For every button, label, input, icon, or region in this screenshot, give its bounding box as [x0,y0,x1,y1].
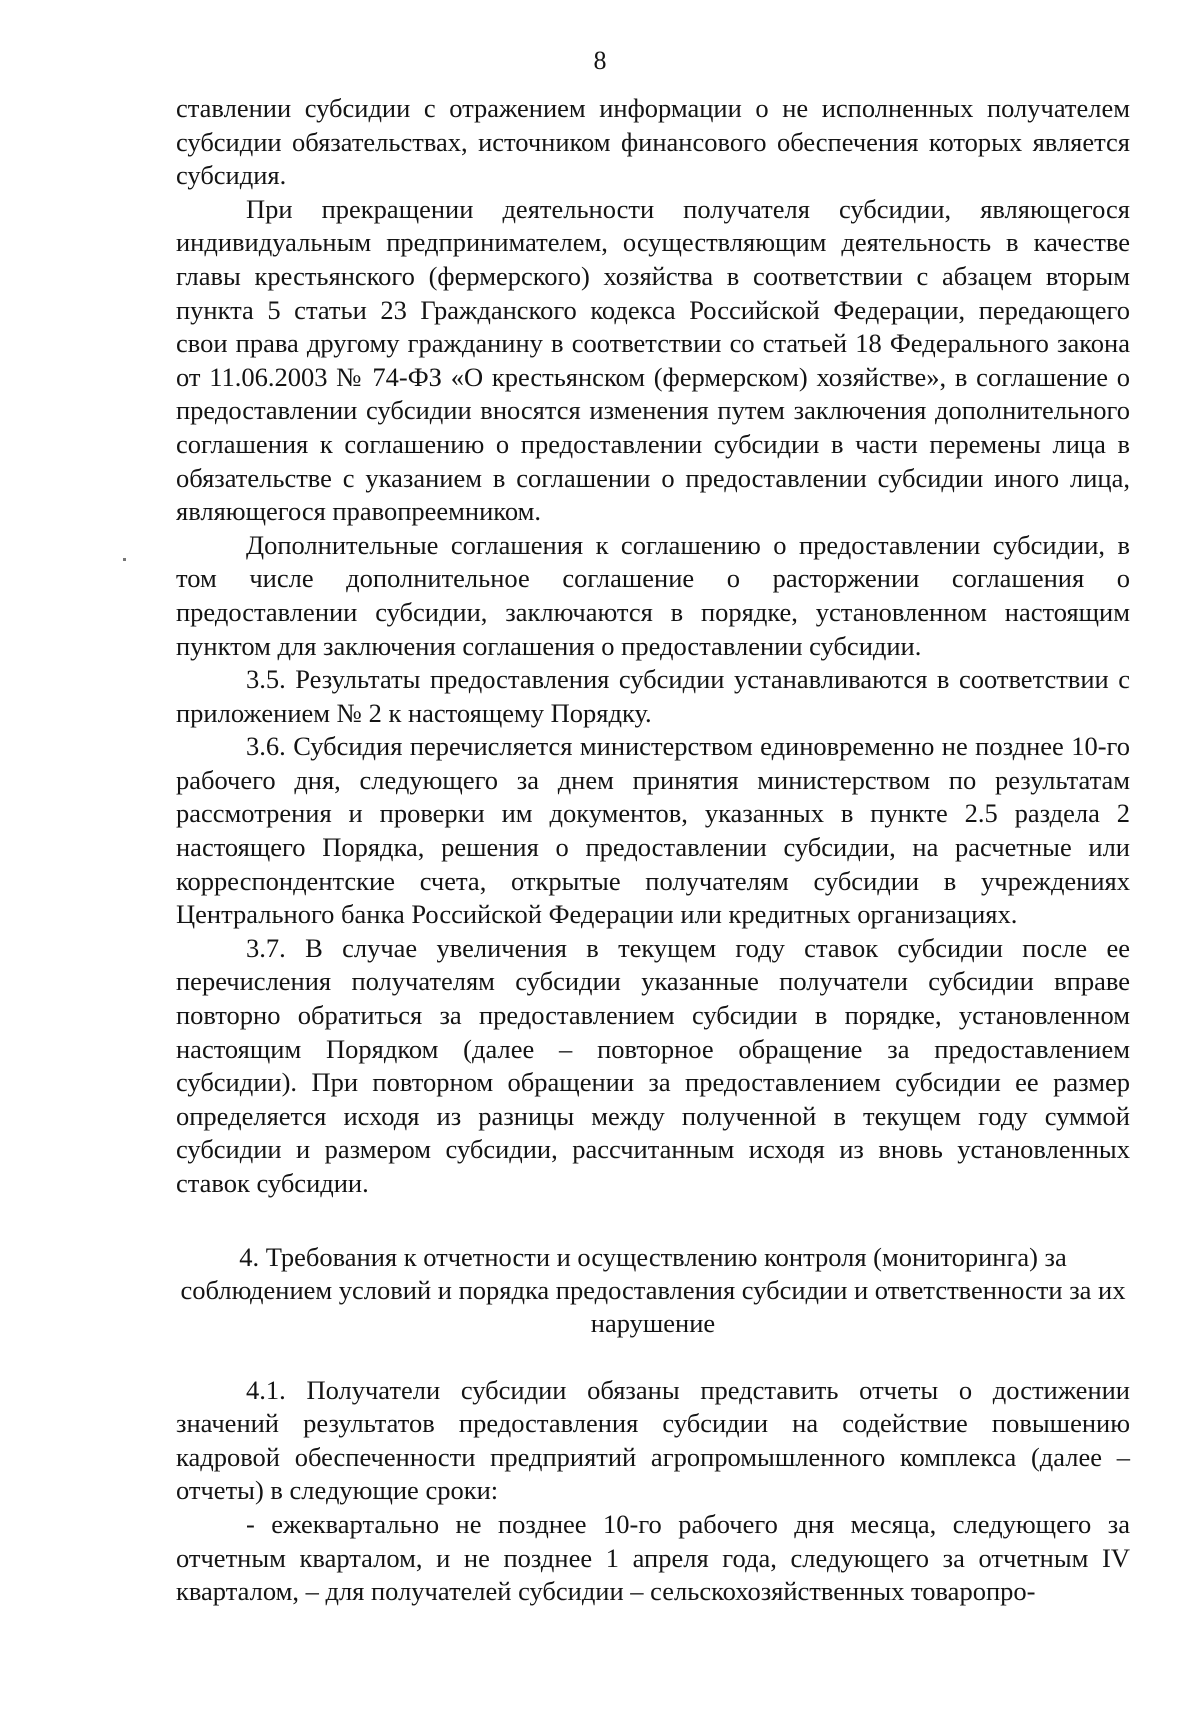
paragraph-4-1: 4.1. Получатели субсидии обязаны представить отчеты о достижении значений результатов предоставления субсидии на содействие повышению кадровой обеспеченности предприятий агропромышленного комплекса (далее – отчеты) в следующие сроки: [176,1374,1130,1506]
paragraph-additional-agreements: Дополнительные соглашения к соглашению о предоставлении субсидии, в том числе дополнительное соглашение о расторжении соглашения о предоставлении субсидии, заключаются в порядке, установленном настоящим пунктом для заключения соглашения о предоставлении субсидии. [176,529,1130,661]
section-4-heading: 4. Требования к отчетности и осуществлению контроля (мониторинга) за соблюдением условий и порядка предоставления субсидии и ответственности за их нарушение [180,1241,1126,1338]
paragraph-3-5: 3.5. Результаты предоставления субсидии устанавливаются в соответствии с приложением № 2 к настоящему Порядку. [176,664,1130,728]
paragraph-3-6: 3.6. Субсидия перечисляется министерством единовременно не позднее 10-го рабочего дня, следующего за днем принятия министерством по результатам рассмотрения и проверки им документов, указанных в пункте 2.5 раздела 2 настоящего Порядка, решения о предоставлении субсидии, на расчетные или корреспондентские счета, открытые получателям субсидии в учреждениях Центрального банка Российской Федерации или кредитных организациях. [176,731,1130,930]
document-body [176,92,1130,1609]
scan-speck [123,558,126,561]
page-number: 8 [593,46,607,75]
paragraph-quarterly-deadline: - ежеквартально не позднее 10-го рабочего дня месяца, следующего за отчетным кварталом, и не позднее 1 апреля года, следующего за отчетным IV кварталом, – для получателей субсидии – сельскохозяйственных товаропро- [176,1508,1130,1607]
paragraph-farm-succession: При прекращении деятельности получателя субсидии, являющегося индивидуальным предпринимателем, осуществляющим деятельность в качестве главы крестьянского (фермерского) хозяйства в соответствии с абзацем вторым пункта 5 статьи 23 Гражданского кодекса Российской Федерации, передающего свои права другому гражданину в соответствии со статьей 18 Федерального закона от 11.06.2003 № 74-ФЗ «О крестьянском (фермерском) хозяйстве», в соглашение о предоставлении субсидии вносятся изменения путем заключения дополнительного соглашения к соглашению о предоставлении субсидии в части перемены лица в обязательстве с указанием в соглашении о предоставлении субсидии иного лица, являющегося правопреемником. [176,193,1130,527]
paragraph-3-7: 3.7. В случае увеличения в текущем году ставок субсидии после ее перечисления получателям субсидии указанные получатели субсидии вправе повторно обратиться за предоставлением субсидии в порядке, установленном настоящим Порядком (далее – повторное обращение за предоставлением субсидии). При повторном обращении за предоставлением субсидии ее размер определяется исходя из разницы между полученной в текущем году суммой субсидии и размером субсидии, рассчитанным исходя из вновь установленных ставок субсидии. [176,932,1130,1198]
paragraph-continuation: ставлении субсидии с отражением информации о не исполненных получателем субсидии обязательствах, источником финансового обеспечения которых является субсидия. [176,93,1130,191]
